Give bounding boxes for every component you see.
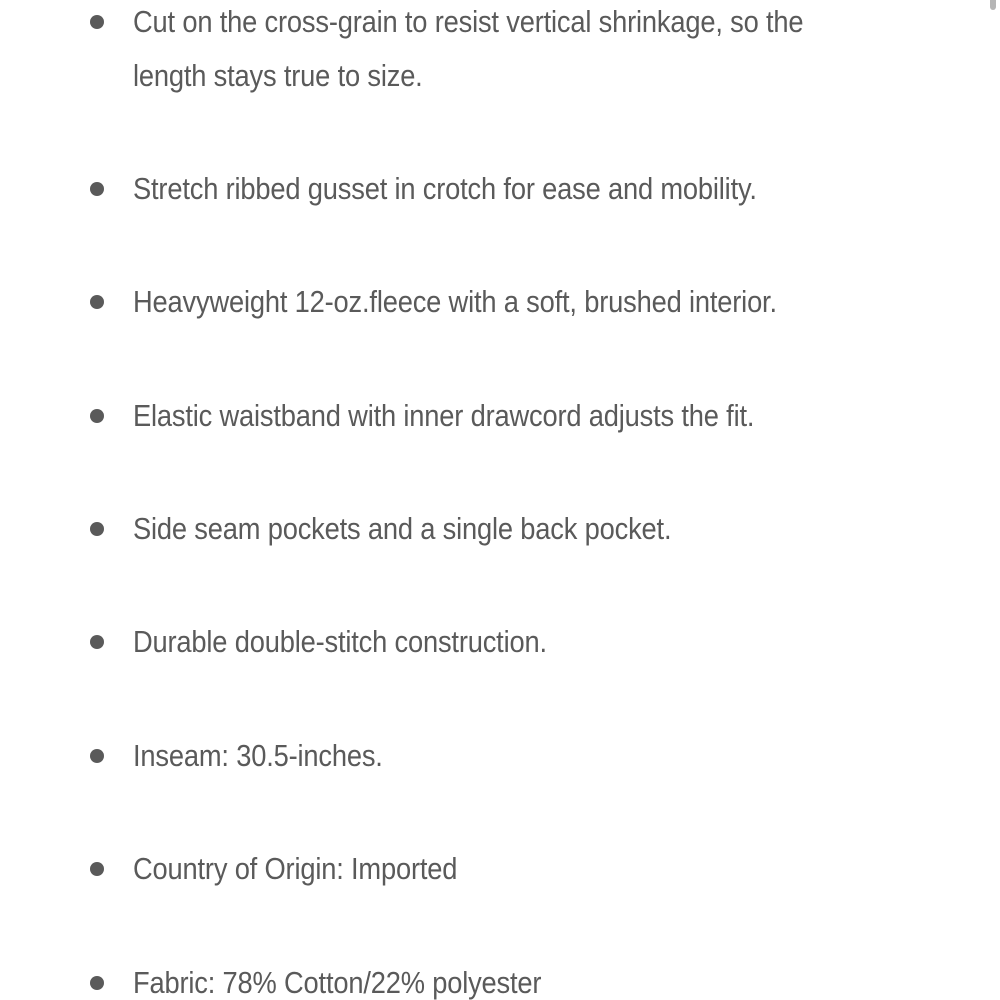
feature-text: Durable double-stitch construction. [133, 624, 547, 659]
feature-text: Side seam pockets and a single back pocket. [133, 511, 672, 546]
bullet-dot-icon [90, 862, 104, 876]
bullet-dot-icon [90, 749, 104, 763]
scrollbar-thumb[interactable] [990, 0, 996, 10]
feature-text: Stretch ribbed gusset in crotch for ease and mobility. [133, 171, 757, 206]
bullet-dot-icon [90, 635, 104, 649]
bullet-dot-icon [90, 295, 104, 309]
bullet-dot-icon [90, 182, 104, 196]
feature-text: Cut on the cross-grain to resist vertical shrinkage, so the length stays true to size. [133, 4, 804, 93]
feature-text: Elastic waistband with inner drawcord adjusts the fit. [133, 398, 755, 433]
feature-text: Inseam: 30.5-inches. [133, 738, 383, 773]
bullet-dot-icon [90, 409, 104, 423]
bullet-dot-icon [90, 522, 104, 536]
bullet-dot-icon [90, 15, 104, 29]
bullet-dot-icon [90, 976, 104, 990]
feature-text: Heavyweight 12-oz.fleece with a soft, brushed interior. [133, 284, 777, 319]
feature-text: Country of Origin: Imported [133, 851, 458, 886]
feature-text: Fabric: 78% Cotton/22% polyester [133, 965, 542, 1000]
